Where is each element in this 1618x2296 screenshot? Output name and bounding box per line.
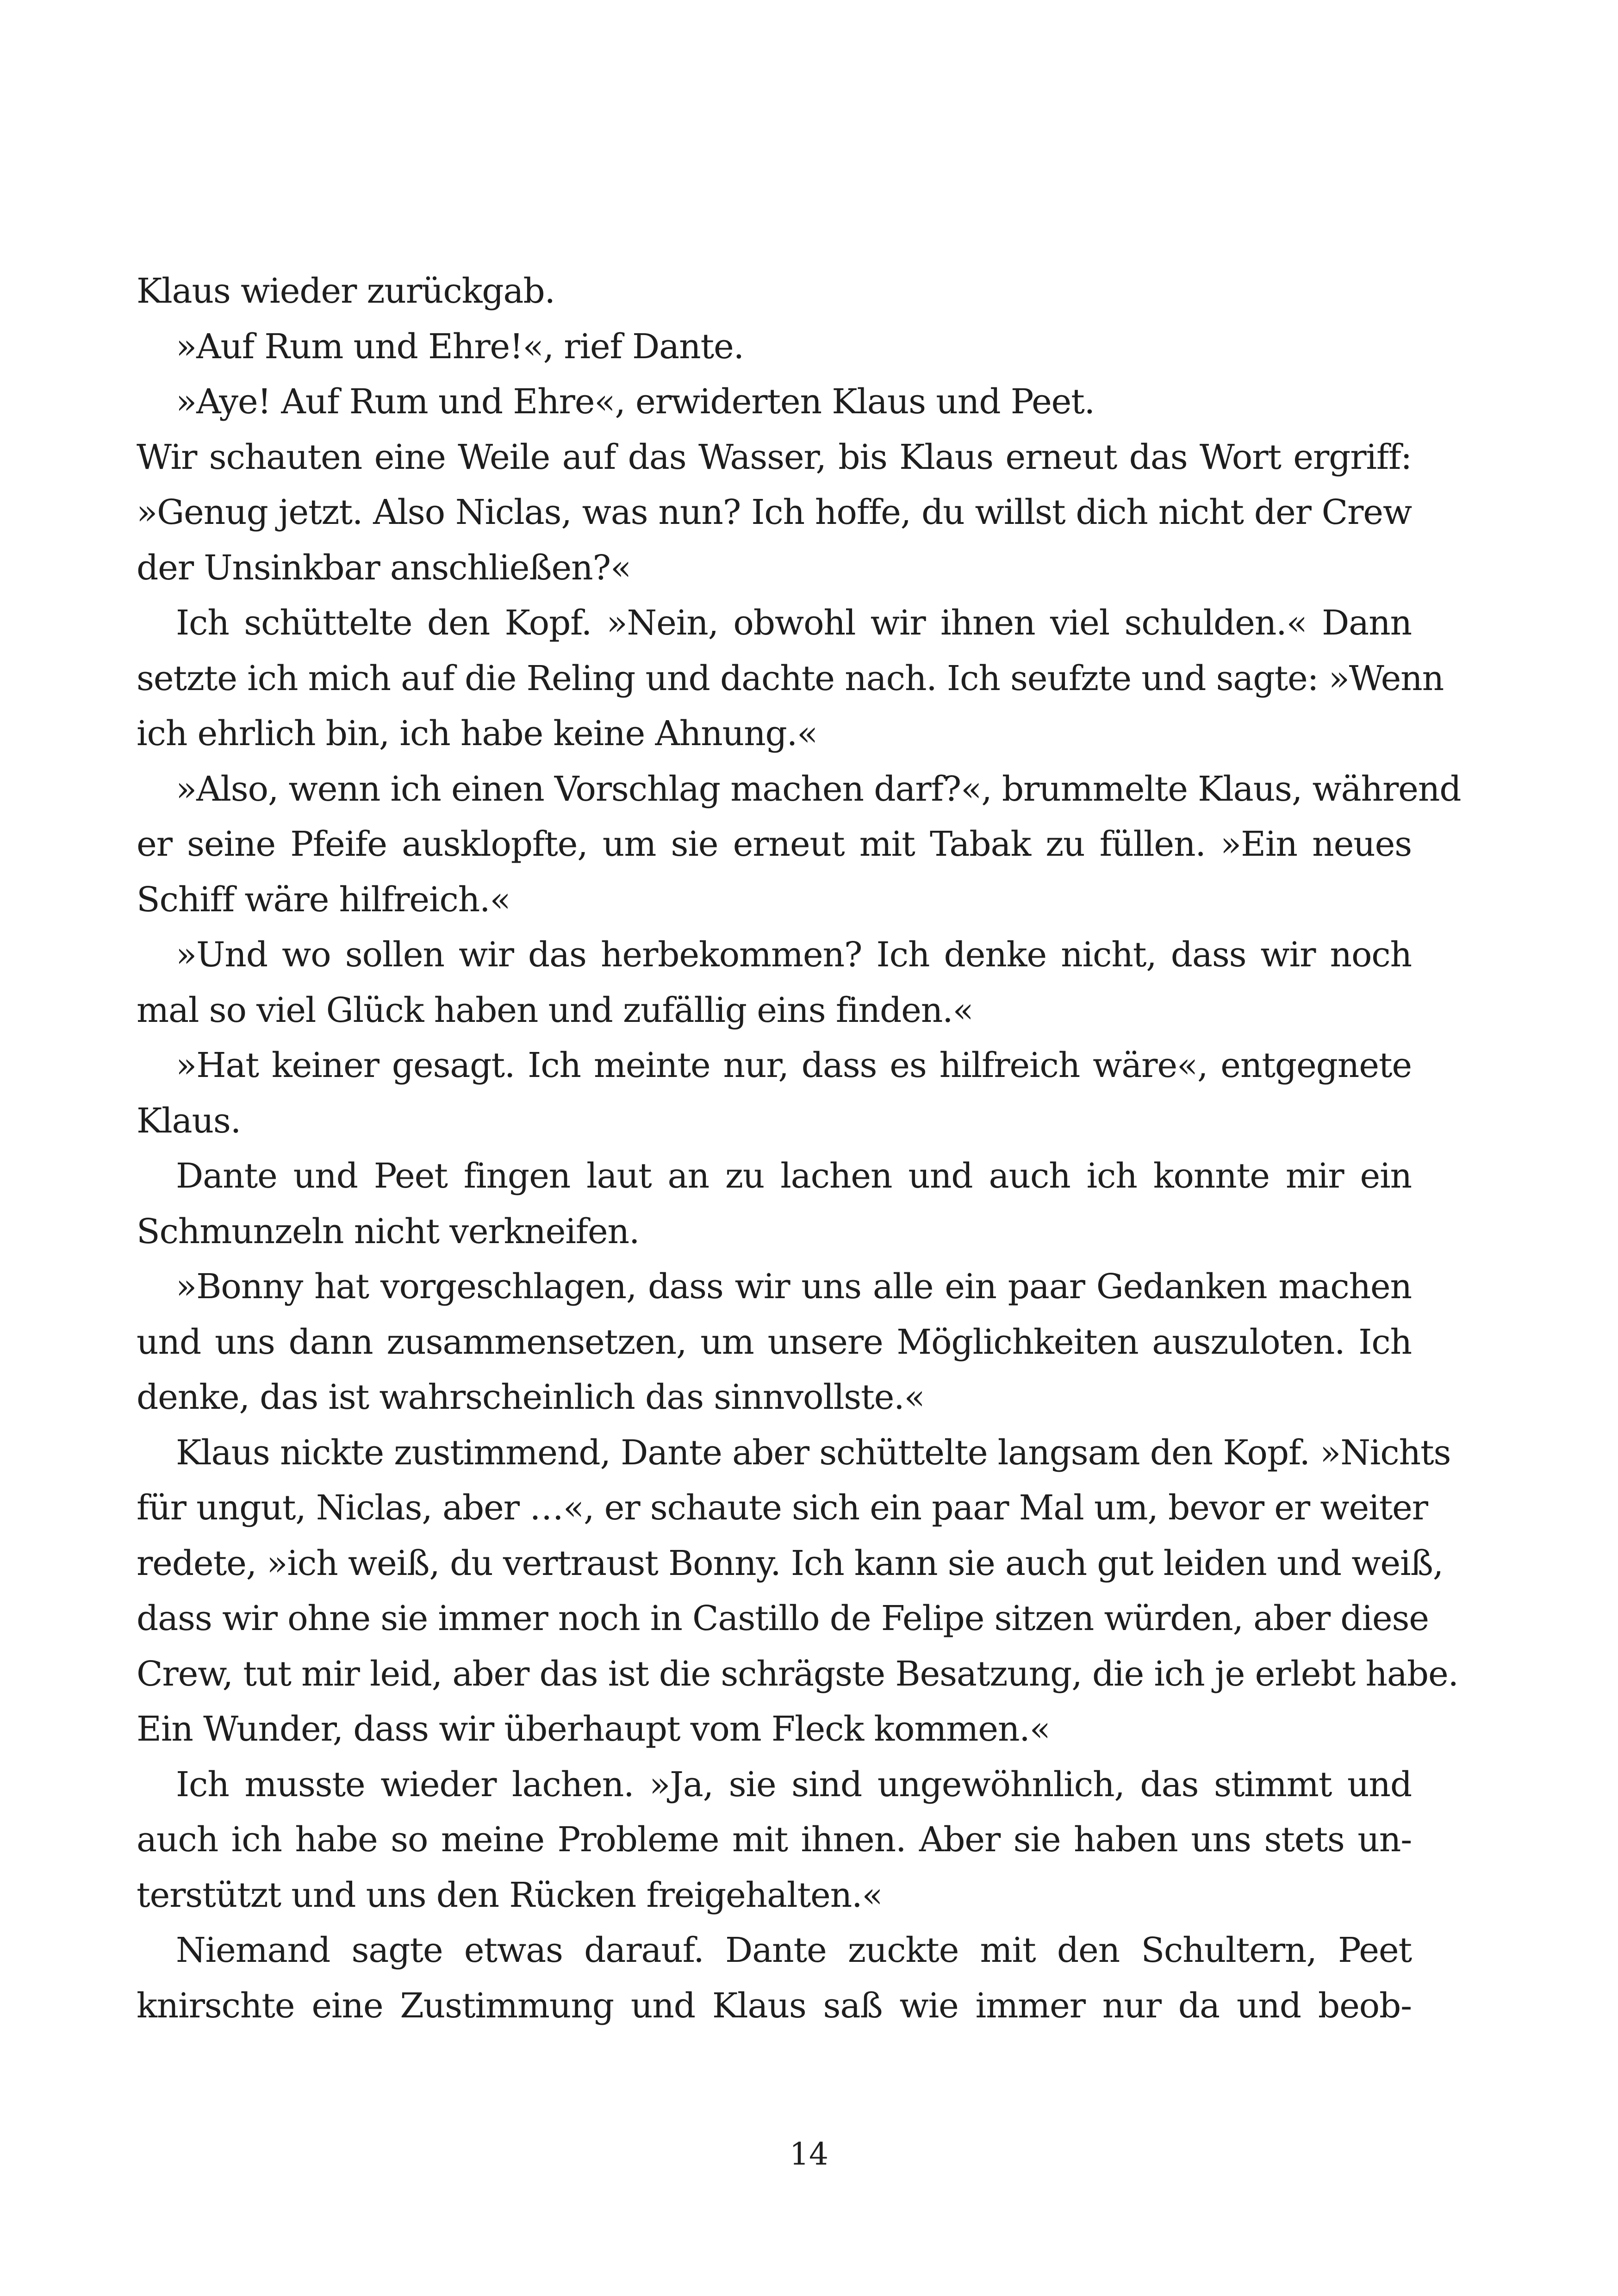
text-line: er seine Pfeife ausklopfte, um sie erneut mit Tabak zu füllen. »Ein neues xyxy=(137,824,1412,864)
text-line: ich ehrlich bin, ich habe keine Ahnung.« xyxy=(137,714,818,753)
text-line: Klaus nickte zustimmend, Dante aber schüttelte langsam den Kopf. »Nichts xyxy=(176,1432,1451,1473)
text-line: Ein Wunder, dass wir überhaupt vom Fleck kommen.« xyxy=(137,1709,1050,1749)
text-line: Ich musste wieder lachen. »Ja, sie sind ungewöhnlich, das stimmt und xyxy=(176,1764,1412,1804)
text-line: denke, das ist wahrscheinlich das sinnvollste.« xyxy=(137,1377,925,1417)
text-line: mal so viel Glück haben und zufällig eins finden.« xyxy=(137,990,973,1030)
text-line: Wir schauten eine Weile auf das Wasser, bis Klaus erneut das Wort ergriff: xyxy=(137,437,1412,477)
page-number: 14 xyxy=(790,2136,828,2172)
text-line: Crew, tut mir leid, aber das ist die schrägste Besatzung, die ich je erlebt habe. xyxy=(137,1654,1458,1694)
text-line: »Hat keiner gesagt. Ich meinte nur, dass es hilfreich wäre«, entgegnete xyxy=(176,1045,1412,1085)
text-line: »Also, wenn ich einen Vorschlag machen darf?«, brummelte Klaus, während xyxy=(176,769,1461,809)
text-line: Ich schüttelte den Kopf. »Nein, obwohl wir ihnen viel schulden.« Dann xyxy=(176,603,1412,643)
text-line: dass wir ohne sie immer noch in Castillo de Felipe sitzen würden, aber diese xyxy=(137,1599,1429,1638)
text-line: der Unsinkbar anschließen?« xyxy=(137,548,631,588)
text-line: »Und wo sollen wir das herbekommen? Ich denke nicht, dass wir noch xyxy=(176,935,1412,975)
body-text xyxy=(137,264,1461,2034)
text-line: setzte ich mich auf die Reling und dachte nach. Ich seufzte und sagte: »Wenn xyxy=(137,658,1444,698)
text-line: Niemand sagte etwas darauf. Dante zuckte mit den Schultern, Peet xyxy=(176,1930,1412,1970)
text-line: knirschte eine Zustimmung und Klaus saß wie immer nur da und beob- xyxy=(137,1985,1412,2026)
text-line: für ungut, Niclas, aber …«, er schaute sich ein paar Mal um, bevor er weiter xyxy=(137,1488,1428,1528)
text-line: »Aye! Auf Rum und Ehre«, erwiderten Klaus und Peet. xyxy=(176,382,1095,422)
text-line: Klaus. xyxy=(137,1101,241,1141)
text-line: auch ich habe so meine Probleme mit ihnen. Aber sie haben uns stets un- xyxy=(137,1820,1412,1860)
text-line: »Bonny hat vorgeschlagen, dass wir uns alle ein paar Gedanken machen xyxy=(176,1267,1412,1307)
text-line: und uns dann zusammensetzen, um unsere Möglichkeiten auszuloten. Ich xyxy=(137,1322,1412,1362)
text-line: Schiff wäre hilfreich.« xyxy=(137,879,510,920)
text-line: redete, »ich weiß, du vertraust Bonny. Ich kann sie auch gut leiden und weiß, xyxy=(137,1543,1444,1583)
text-line: terstützt und uns den Rücken freigehalten.« xyxy=(137,1875,883,1915)
text-line: Schmunzeln nicht verkneifen. xyxy=(137,1211,640,1251)
text-line: Dante und Peet fingen laut an zu lachen und auch ich konnte mir ein xyxy=(176,1156,1412,1196)
text-line: »Auf Rum und Ehre!«, rief Dante. xyxy=(176,326,744,367)
text-line: »Genug jetzt. Also Niclas, was nun? Ich hoffe, du willst dich nicht der Crew xyxy=(137,492,1412,532)
text-line: Klaus wieder zurückgab. xyxy=(137,271,555,311)
